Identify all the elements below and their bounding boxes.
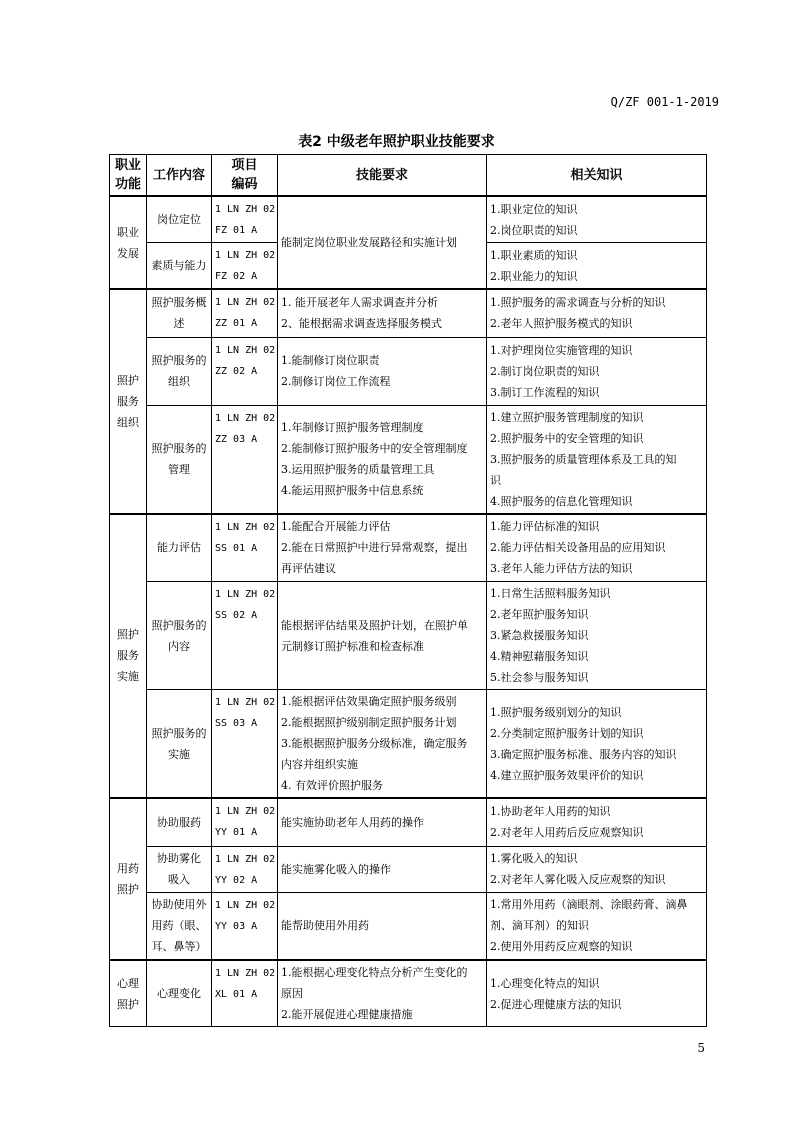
cell-line: 1.能根据心理变化特点分析产生变化的 bbox=[281, 966, 468, 979]
cell-line: 2.促进心理健康方法的知识 bbox=[490, 997, 622, 1011]
cell-line: 原因 bbox=[281, 987, 303, 1000]
cell-line: 1.心理变化特点的知识 bbox=[490, 976, 600, 990]
cell-line: 1. 能开展老年人需求调查并分析 bbox=[281, 296, 438, 310]
work-cell bbox=[147, 196, 212, 243]
cell-line: 1.协助老年人用药的知识 bbox=[490, 805, 611, 819]
skill-cell bbox=[278, 846, 487, 892]
work-cell bbox=[147, 846, 212, 892]
document-id: Q/ZF 001-1-2019 bbox=[610, 95, 719, 109]
cell-line: 3.照护服务的质量管理体系及工具的知 bbox=[490, 452, 677, 466]
cell-line: 1.照护服务级别划分的知识 bbox=[490, 705, 622, 719]
cell-line: 照护服务的 bbox=[151, 618, 207, 632]
cell-line: 1.年制修订照护服务管理制度 bbox=[281, 421, 424, 434]
cell-line: 1 LN ZH 02 bbox=[215, 697, 276, 708]
cell-line: 2.制订岗位职责的知识 bbox=[490, 364, 600, 378]
cell-line: 1 LN ZH 02 bbox=[215, 297, 276, 308]
table-row bbox=[110, 798, 707, 846]
cell-line: 照护 bbox=[117, 883, 139, 896]
cell-line: SS 02 A bbox=[215, 610, 258, 621]
cell-line: 素质与能力 bbox=[151, 259, 207, 272]
header-code: 项目 编码 bbox=[212, 155, 278, 197]
cell-line: 用药 bbox=[117, 862, 139, 875]
cell-line: 2.岗位职责的知识 bbox=[490, 223, 578, 237]
cell-line: 1 LN ZH 02 bbox=[215, 853, 276, 865]
cell-line: YY 02 A bbox=[215, 874, 258, 886]
cell-line: 1.能根据评估效果确定照护服务级别 bbox=[281, 695, 457, 708]
cell-line: 协助使用外 bbox=[151, 898, 207, 912]
cell-line: 能力评估 bbox=[157, 541, 201, 555]
function-cell bbox=[110, 514, 147, 799]
code-cell bbox=[212, 337, 278, 405]
cell-line: ZZ 03 A bbox=[215, 433, 258, 445]
cell-line: 能帮助使用外用药 bbox=[281, 919, 369, 933]
cell-line: 2.能力评估相关设备用品的应用知识 bbox=[490, 541, 666, 555]
table-row bbox=[110, 960, 707, 1027]
skill-cell bbox=[278, 892, 487, 960]
cell-line: 组织 bbox=[168, 375, 190, 388]
skill-cell bbox=[278, 798, 487, 846]
cell-line: 3.紧急救援服务知识 bbox=[490, 629, 589, 642]
cell-line: 2.职业能力的知识 bbox=[490, 269, 578, 283]
code-cell bbox=[212, 892, 278, 960]
knowledge-cell bbox=[487, 337, 707, 405]
knowledge-cell bbox=[487, 514, 707, 582]
cell-line: 能实施协助老年人用药的操作 bbox=[281, 815, 424, 829]
cell-line: 1.能力评估标准的知识 bbox=[490, 520, 600, 534]
cell-line: 照护服务概 bbox=[151, 296, 207, 310]
cell-line: 3.能根据照护服务分级标准，确定服务 bbox=[281, 737, 468, 750]
skill-cell bbox=[278, 690, 487, 799]
cell-line: FZ 01 A bbox=[215, 225, 258, 236]
code-cell bbox=[212, 690, 278, 799]
cell-line: 照护服务的 bbox=[151, 442, 207, 455]
cell-line: 心理 bbox=[117, 976, 139, 990]
cell-line: FZ 02 A bbox=[215, 271, 258, 282]
knowledge-cell bbox=[487, 690, 707, 799]
cell-line: 照护 bbox=[117, 997, 139, 1011]
cell-line: 能制定岗位职业发展路径和实施计划 bbox=[281, 236, 457, 249]
function-cell bbox=[110, 798, 147, 960]
table-row bbox=[110, 337, 707, 405]
code-cell bbox=[212, 846, 278, 892]
cell-line: 心理变化 bbox=[157, 987, 201, 1000]
cell-line: 吸入 bbox=[168, 873, 190, 886]
cell-line: 照护服务的 bbox=[151, 354, 207, 367]
cell-line: 1.建立照护服务管理制度的知识 bbox=[490, 410, 644, 424]
cell-line: 2、能根据需求调查选择服务模式 bbox=[281, 317, 442, 331]
cell-line: SS 01 A bbox=[215, 542, 258, 554]
cell-line: 2.使用外用药反应观察的知识 bbox=[490, 940, 633, 954]
cell-line: 照护服务的 bbox=[151, 726, 207, 740]
work-cell bbox=[147, 289, 212, 337]
code-cell bbox=[212, 960, 278, 1027]
cell-line: 2.能制修订照护服务中的安全管理制度 bbox=[281, 442, 468, 455]
knowledge-cell bbox=[487, 582, 707, 690]
cell-line: 1 LN ZH 02 bbox=[215, 344, 276, 356]
table-row bbox=[110, 405, 707, 514]
cell-line: 2.对老年人用药后反应观察知识 bbox=[490, 826, 644, 840]
work-cell bbox=[147, 337, 212, 405]
cell-line: 3.制订工作流程的知识 bbox=[490, 385, 600, 399]
cell-line: 服务 bbox=[117, 649, 139, 663]
table-caption: 表2 中级老年照护职业技能要求 bbox=[298, 134, 495, 150]
cell-line: 1 LN ZH 02 bbox=[215, 521, 276, 533]
work-cell bbox=[147, 892, 212, 960]
cell-line: 能根据评估结果及照护计划，在照护单 bbox=[281, 618, 468, 632]
cell-line: 2.对老年人雾化吸入反应观察的知识 bbox=[490, 873, 666, 886]
cell-line: 5.社会参与服务知识 bbox=[490, 671, 589, 684]
cell-line: XL 01 A bbox=[215, 989, 258, 1000]
cell-line: 4. 有效评价照护服务 bbox=[281, 779, 383, 792]
knowledge-cell bbox=[487, 846, 707, 892]
cell-line: 1 LN ZH 02 bbox=[215, 250, 276, 261]
cell-line: 4.建立照护服务效果评价的知识 bbox=[490, 768, 644, 782]
table-row bbox=[110, 196, 707, 243]
work-cell bbox=[147, 960, 212, 1027]
cell-line: 3.确定照护服务标准、服务内容的知识 bbox=[490, 747, 677, 761]
table-row bbox=[110, 892, 707, 960]
cell-line: 1 LN ZH 02 bbox=[215, 899, 276, 911]
cell-line: ZZ 02 A bbox=[215, 365, 258, 377]
page-number: 5 bbox=[697, 1041, 705, 1055]
cell-line: 照护 bbox=[117, 628, 139, 642]
cell-line: 组织 bbox=[117, 415, 139, 429]
code-cell bbox=[212, 514, 278, 582]
cell-line: 2.能根据照护级别制定照护服务计划 bbox=[281, 716, 457, 729]
cell-line: 识 bbox=[490, 473, 501, 487]
header-func: 职业 功能 bbox=[110, 155, 147, 197]
cell-line: 1.常用外用药（滴眼剂、涂眼药膏、滴鼻 bbox=[490, 898, 688, 912]
work-cell bbox=[147, 798, 212, 846]
code-cell bbox=[212, 798, 278, 846]
cell-line: 照护 bbox=[117, 373, 139, 387]
cell-line: SS 03 A bbox=[215, 718, 258, 729]
cell-line: 内容并组织实施 bbox=[281, 758, 358, 771]
cell-line: 发展 bbox=[117, 246, 139, 260]
cell-line: 职业 bbox=[117, 225, 139, 239]
knowledge-cell bbox=[487, 798, 707, 846]
cell-line: 1.日常生活照料服务知识 bbox=[490, 587, 611, 600]
table-row bbox=[110, 514, 707, 582]
work-cell bbox=[147, 582, 212, 690]
function-cell bbox=[110, 960, 147, 1027]
cell-line: 2.老年照护服务知识 bbox=[490, 608, 589, 621]
cell-line: 2.制修订岗位工作流程 bbox=[281, 375, 391, 388]
knowledge-cell bbox=[487, 960, 707, 1027]
code-cell bbox=[212, 243, 278, 290]
cell-line: 内容 bbox=[168, 639, 190, 653]
cell-line: 1.能制修订岗位职责 bbox=[281, 354, 380, 367]
cell-line: ZZ 01 A bbox=[215, 318, 258, 329]
work-cell bbox=[147, 514, 212, 582]
cell-line: 2.能在日常照护中进行异常观察，提出 bbox=[281, 541, 468, 555]
cell-line: 再评估建议 bbox=[281, 562, 336, 576]
table-row bbox=[110, 582, 707, 690]
skill-cell bbox=[278, 289, 487, 337]
cell-line: 1 LN ZH 02 bbox=[215, 968, 276, 979]
cell-line: 实施 bbox=[117, 670, 139, 684]
cell-line: YY 03 A bbox=[215, 920, 258, 932]
cell-line: 实施 bbox=[168, 747, 190, 761]
cell-line: 2.能开展促进心理健康措施 bbox=[281, 1008, 413, 1021]
work-cell bbox=[147, 405, 212, 514]
cell-line: 服务 bbox=[117, 394, 139, 408]
skill-cell bbox=[278, 337, 487, 405]
cell-line: 1.雾化吸入的知识 bbox=[490, 852, 578, 865]
cell-line: 4.精神慰藉服务知识 bbox=[490, 650, 589, 663]
header-skill: 技能要求 bbox=[278, 155, 487, 197]
table-row bbox=[110, 690, 707, 799]
cell-line: 4.能运用照护服务中信息系统 bbox=[281, 484, 424, 497]
knowledge-cell bbox=[487, 892, 707, 960]
code-cell bbox=[212, 405, 278, 514]
header-row bbox=[110, 155, 707, 197]
cell-line: 3.老年人能力评估方法的知识 bbox=[490, 562, 633, 576]
knowledge-cell bbox=[487, 243, 707, 290]
cell-line: 管理 bbox=[168, 463, 190, 476]
header-know: 相关知识 bbox=[487, 155, 707, 197]
cell-line: 1.职业定位的知识 bbox=[490, 202, 578, 216]
cell-line: 1 LN ZH 02 bbox=[215, 589, 276, 600]
cell-line: 述 bbox=[173, 317, 185, 331]
cell-line: 岗位定位 bbox=[157, 213, 201, 226]
cell-line: 3.运用照护服务的质量管理工具 bbox=[281, 463, 435, 476]
cell-line: 1.能配合开展能力评估 bbox=[281, 520, 391, 534]
cell-line: 协助服药 bbox=[157, 815, 201, 829]
function-cell bbox=[110, 289, 147, 514]
code-cell bbox=[212, 196, 278, 243]
skill-cell bbox=[278, 405, 487, 514]
function-cell bbox=[110, 196, 147, 289]
code-cell bbox=[212, 289, 278, 337]
code-cell bbox=[212, 582, 278, 690]
skills-table bbox=[109, 154, 707, 1027]
cell-line: 1.对护理岗位实施管理的知识 bbox=[490, 343, 633, 357]
knowledge-cell bbox=[487, 289, 707, 337]
cell-line: 1 LN ZH 02 bbox=[215, 806, 276, 817]
skill-cell bbox=[278, 196, 487, 289]
knowledge-cell bbox=[487, 405, 707, 514]
work-cell bbox=[147, 243, 212, 290]
cell-line: 1 LN ZH 02 bbox=[215, 412, 276, 424]
cell-line: 4.照护服务的信息化管理知识 bbox=[490, 494, 633, 508]
cell-line: 能实施雾化吸入的操作 bbox=[281, 862, 391, 876]
header-work: 工作内容 bbox=[147, 155, 212, 197]
cell-line: 1.照护服务的需求调查与分析的知识 bbox=[490, 296, 666, 310]
knowledge-cell bbox=[487, 196, 707, 243]
cell-line: 协助雾化 bbox=[157, 852, 201, 865]
cell-line: 1 LN ZH 02 bbox=[215, 204, 276, 215]
cell-line: 耳、鼻等） bbox=[151, 940, 207, 954]
work-cell bbox=[147, 690, 212, 799]
cell-line: 剂、滴耳剂）的知识 bbox=[490, 919, 589, 933]
cell-line: 用药（眼、 bbox=[151, 919, 207, 933]
skill-cell bbox=[278, 960, 487, 1027]
skill-cell bbox=[278, 514, 487, 582]
table-row bbox=[110, 846, 707, 892]
skill-cell bbox=[278, 582, 487, 690]
cell-line: 1.职业素质的知识 bbox=[490, 248, 578, 262]
table-row bbox=[110, 289, 707, 337]
cell-line: YY 01 A bbox=[215, 827, 258, 838]
cell-line: 元制修订照护标准和检查标准 bbox=[281, 639, 424, 653]
cell-line: 2.老年人照护服务模式的知识 bbox=[490, 317, 633, 331]
cell-line: 2.照护服务中的安全管理的知识 bbox=[490, 431, 644, 445]
cell-line: 2.分类制定照护服务计划的知识 bbox=[490, 726, 644, 740]
